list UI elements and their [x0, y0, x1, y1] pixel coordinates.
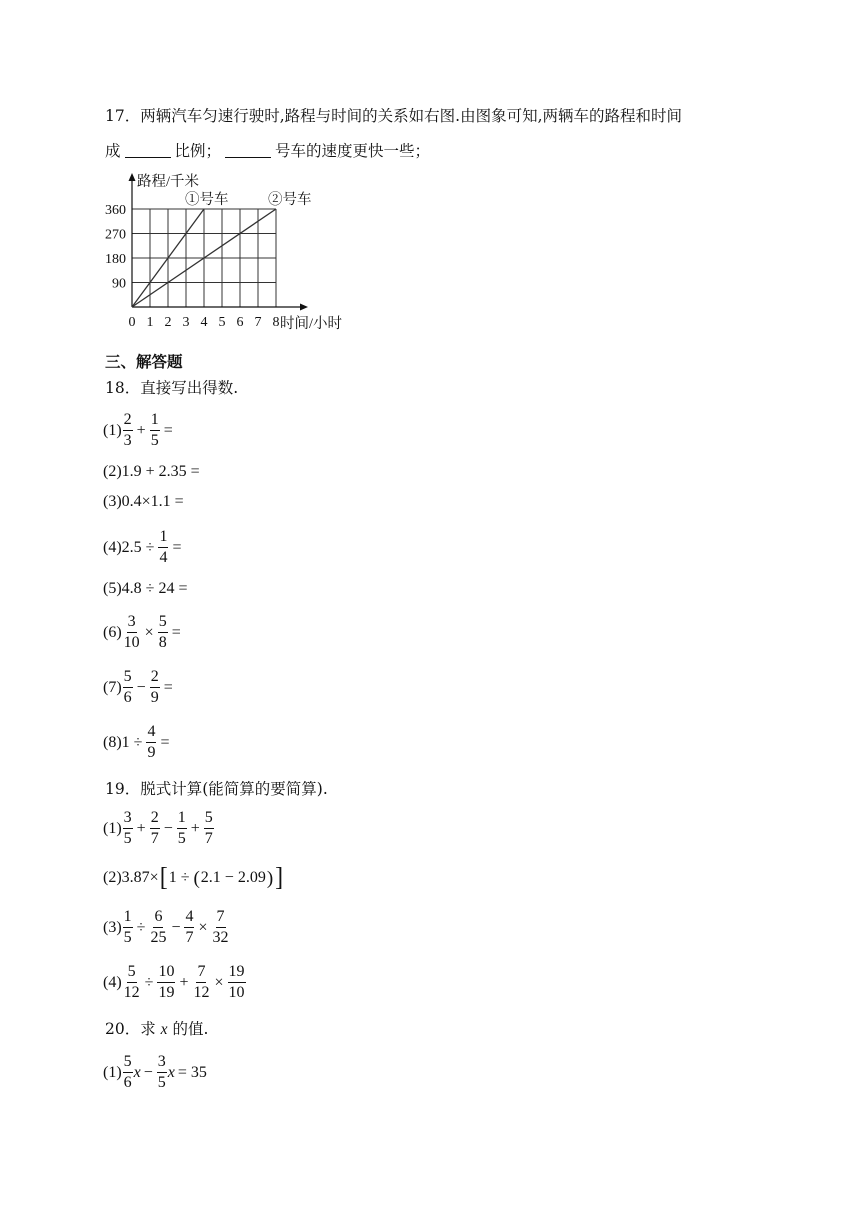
q20-text-a: 20．求	[105, 1020, 156, 1038]
fraction: $\frac{1}{5}$	[123, 908, 132, 946]
fraction: $\frac{6}{25}$	[150, 908, 167, 946]
operator: +	[190, 819, 200, 837]
y-tick-label: 90	[112, 276, 126, 292]
item-label: (6)	[103, 623, 122, 641]
x-axis-label: 时间/小时	[280, 316, 343, 332]
equals-sign: =	[163, 421, 173, 439]
equals-sign: =	[172, 538, 182, 556]
y-tick-label: 360	[105, 203, 126, 218]
q17-text-c: 号车的速度更快一些；	[275, 142, 431, 160]
item-label: (1)	[103, 421, 122, 439]
expression: 2.1 − 2.09	[200, 869, 266, 886]
x-tick-label: 6	[236, 315, 244, 330]
fraction: $\frac{10}{19}$	[158, 963, 175, 1001]
q18-item-7	[103, 669, 176, 706]
fraction: $\frac{3}{5}$	[123, 809, 132, 847]
expression: (2)1.9 + 2.35 =	[103, 463, 200, 480]
x-tick-label: 1	[146, 315, 154, 330]
expression: (5)4.8 ÷ 24 =	[103, 580, 188, 597]
fraction: $\frac{1}{4}$	[159, 528, 168, 566]
fraction: $\frac{19}{10}$	[228, 963, 245, 1001]
series-label-2: ②号车	[268, 192, 312, 208]
q17-text-a: 成	[105, 142, 121, 160]
equals-sign: =	[160, 733, 170, 751]
expression: (8)1 ÷	[103, 733, 143, 751]
operator: +	[179, 973, 189, 991]
equation-rhs: = 35	[177, 1063, 207, 1081]
variable-x: x	[160, 1021, 168, 1038]
fraction: $\frac{3}{10}$	[123, 613, 140, 651]
operator: ÷	[136, 918, 146, 936]
q19-title: 19．脱式计算(能简算的要简算).	[105, 780, 328, 798]
y-tick-label: 180	[105, 252, 126, 267]
q17-line1: 17．两辆汽车匀速行驶时,路程与时间的关系如右图.由图象可知,两辆车的路程和时间	[105, 107, 683, 125]
fraction: $\frac{1}{5}$	[177, 809, 186, 847]
section-title: 三、解答题	[105, 353, 183, 371]
fraction: $\frac{4}{9}$	[147, 723, 156, 761]
fraction: $\frac{5}{12}$	[123, 963, 140, 1001]
operator: ×	[214, 973, 224, 991]
q19-item-2	[103, 863, 284, 893]
series-label-1: ①号车	[185, 192, 229, 208]
fraction: $\frac{7}{12}$	[193, 963, 210, 1001]
q18-item-5	[103, 580, 187, 598]
fraction: $\frac{4}{7}$	[185, 908, 194, 946]
operator: +	[136, 819, 146, 837]
q18-item-8	[103, 724, 172, 761]
right-bracket: ]	[275, 863, 284, 893]
x-tick-label: 3	[182, 315, 190, 330]
q17-line2	[105, 140, 430, 162]
operator: ÷	[144, 973, 154, 991]
x-tick-label: 7	[254, 315, 262, 330]
q18-item-6	[103, 614, 184, 651]
distance-time-chart	[96, 168, 366, 340]
expression: (4)2.5 ÷	[103, 538, 155, 556]
item-label: (2)3.87×	[103, 869, 159, 886]
x-tick-label: 5	[218, 315, 226, 330]
operator: +	[136, 421, 146, 439]
q18-item-1	[103, 412, 176, 449]
item-label: (7)	[103, 678, 122, 696]
variable-x: x	[167, 1063, 175, 1081]
left-bracket: [	[159, 863, 168, 893]
x-tick-label: 4	[200, 315, 208, 330]
equals-sign: =	[163, 678, 173, 696]
fraction: $\frac{5}{7}$	[204, 809, 213, 847]
q18-item-4	[103, 529, 184, 566]
y-tick-label: 270	[105, 227, 126, 243]
fraction: $\frac{3}{5}$	[157, 1053, 166, 1091]
q18-item-3	[103, 493, 184, 511]
q19-item-4	[103, 964, 247, 1001]
right-paren: )	[266, 867, 274, 889]
fraction: $\frac{1}{5}$	[150, 411, 159, 449]
expression: (3)0.4×1.1 =	[103, 493, 184, 510]
item-label: (3)	[103, 918, 122, 936]
x-tick-label: 2	[164, 315, 172, 330]
q17-text-b: 比例；	[174, 142, 222, 160]
item-label: (1)	[103, 1063, 122, 1081]
q19-item-1	[103, 810, 215, 847]
fraction: $\frac{2}{9}$	[150, 668, 159, 706]
q18-title: 18．直接写出得数.	[105, 379, 239, 397]
operator: ×	[198, 918, 208, 936]
fraction: $\frac{5}{6}$	[123, 668, 132, 706]
chart-labels	[105, 173, 343, 332]
q20-item-1	[103, 1054, 210, 1091]
q20-text-b: 的值.	[172, 1020, 209, 1038]
left-paren: (	[193, 867, 200, 889]
x-tick-label: 8	[272, 315, 280, 330]
fraction: $\frac{5}{8}$	[158, 613, 167, 651]
answer-blank-1[interactable]	[125, 143, 171, 158]
item-label: (4)	[103, 973, 122, 991]
q20-title	[105, 1018, 208, 1041]
q18-item-2	[103, 463, 200, 481]
expression: 1 ÷	[168, 869, 190, 886]
operator: −	[143, 1063, 153, 1081]
operator: −	[136, 678, 146, 696]
operator: −	[171, 918, 181, 936]
item-label: (1)	[103, 819, 122, 837]
fraction: $\frac{7}{32}$	[212, 908, 229, 946]
q19-item-3	[103, 909, 231, 946]
y-axis-label: 路程/千米	[137, 174, 200, 190]
operator: ×	[144, 623, 154, 641]
fraction: $\frac{2}{7}$	[150, 809, 159, 847]
fraction: $\frac{2}{3}$	[123, 411, 132, 449]
operator: −	[163, 819, 173, 837]
y-axis-arrow-icon	[129, 173, 136, 181]
x-axis-arrow-icon	[300, 304, 308, 311]
fraction: $\frac{5}{6}$	[123, 1053, 132, 1091]
answer-blank-2[interactable]	[225, 143, 271, 158]
x-tick-label: 0	[128, 315, 136, 330]
variable-x: x	[133, 1063, 141, 1081]
equals-sign: =	[171, 623, 181, 641]
